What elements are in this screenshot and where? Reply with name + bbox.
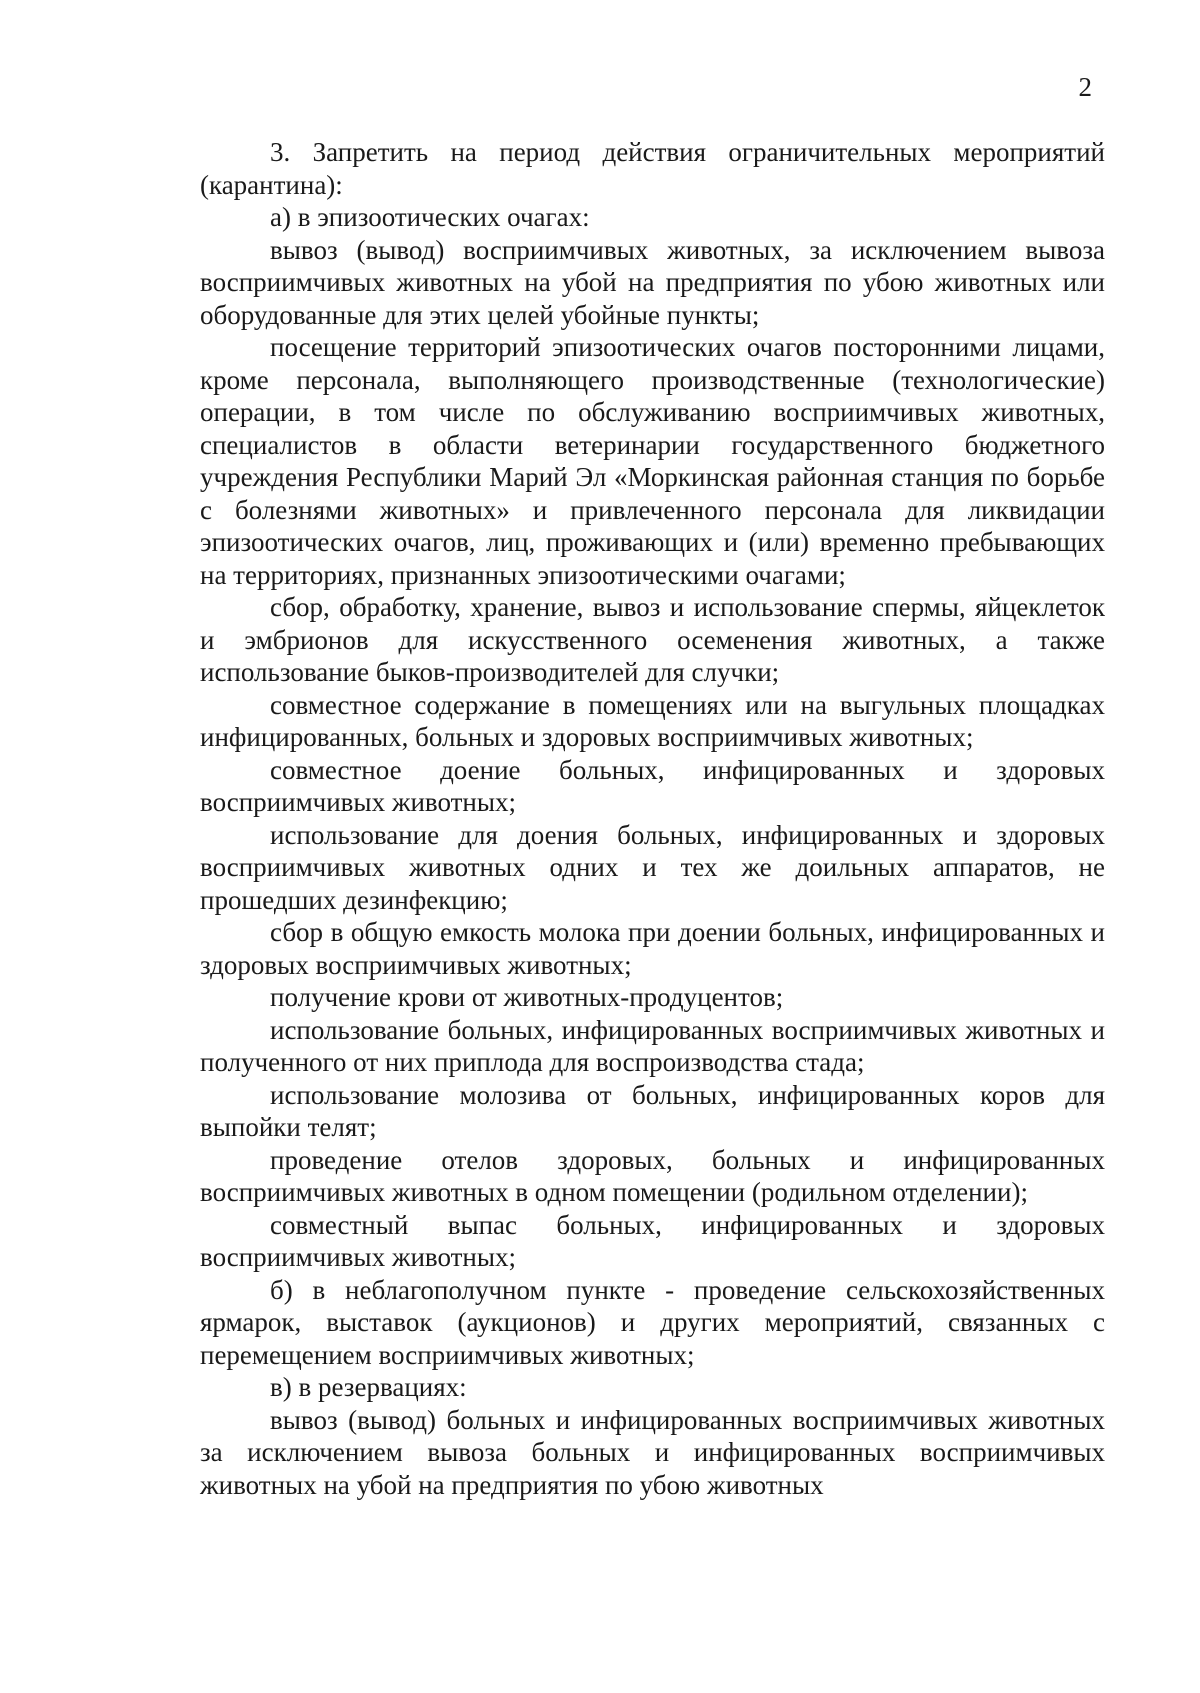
paragraph: посещение территорий эпизоотических очагов посторонними лицами, кроме персонала, выполняющего производственные (технологические) операции, в том числе по обслуживанию восприимчивых животных, специалистов в области ветеринарии государственного бюджетного учреждения Республики Марий Эл «Моркинская районная станция по борьбе с болезнями животных» и привлеченного персонала для ликвидации эпизоотических очагов, лиц, проживающих и (или) временно пребывающих на территориях, признанных эпизоотическими очагами; <box>200 332 1105 590</box>
paragraph: использование больных, инфицированных восприимчивых животных и полученного от них приплода для воспроизводства стада; <box>200 1014 1105 1077</box>
paragraph: получение крови от животных-продуцентов; <box>270 982 784 1012</box>
paragraph: использование для доения больных, инфицированных и здоровых восприимчивых животных одних и тех же доильных аппаратов, не прошедших дезинфекцию; <box>200 819 1105 915</box>
paragraph: совместный выпас больных, инфицированных и здоровых восприимчивых животных; <box>200 1209 1105 1272</box>
paragraph: сбор в общую емкость молока при доении больных, инфицированных и здоровых восприимчивых животных; <box>200 917 1105 980</box>
paragraph: совместное доение больных, инфицированных и здоровых восприимчивых животных; <box>200 754 1105 817</box>
page-number: 2 <box>1078 72 1092 102</box>
paragraph: сбор, обработку, хранение, вывоз и использование спермы, яйцеклеток и эмбрионов для искусственного осеменения животных, а также использование быков-производителей для случки; <box>200 592 1105 687</box>
paragraph: вывоз (вывод) больных и инфицированных восприимчивых животных за исключением вывоза больных и инфицированных восприимчивых животных на убой на предприятия по убою животных <box>200 1404 1105 1500</box>
paragraph: 3. Запретить на период действия ограничительных мероприятий (карантина): <box>200 137 1105 200</box>
paragraph: в) в резервациях: <box>270 1372 467 1402</box>
paragraph: а) в эпизоотических очагах: <box>270 202 590 232</box>
paragraph: совместное содержание в помещениях или на выгульных площадках инфицированных, больных и здоровых восприимчивых животных; <box>200 689 1105 752</box>
paragraph: проведение отелов здоровых, больных и инфицированных восприимчивых животных в одном помещении (родильном отделении); <box>200 1144 1105 1207</box>
document-body <box>200 136 1105 1501</box>
paragraph: б) в неблагополучном пункте - проведение сельскохозяйственных ярмарок, выставок (аукционов) и других мероприятий, связанных с перемещением восприимчивых животных; <box>200 1274 1105 1370</box>
paragraph: использование молозива от больных, инфицированных коров для выпойки телят; <box>200 1079 1105 1142</box>
paragraph: вывоз (вывод) восприимчивых животных, за исключением вывоза восприимчивых животных на убой на предприятия по убою животных или оборудованные для этих целей убойные пункты; <box>200 234 1105 330</box>
